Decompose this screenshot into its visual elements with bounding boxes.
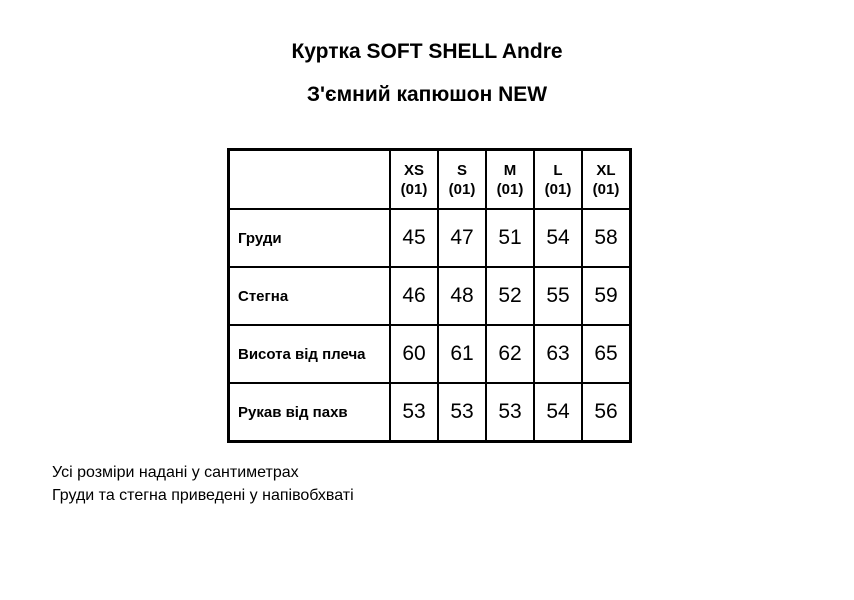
- page-title: Куртка SOFT SHELL Andre: [291, 40, 563, 63]
- table-cell: 62: [486, 325, 534, 383]
- size-header-m: [486, 150, 534, 210]
- table-cell: 53: [486, 383, 534, 442]
- table-row-shoulder-height: [229, 325, 631, 383]
- table-cell: 45: [390, 209, 438, 267]
- table-cell: 48: [438, 267, 486, 325]
- size-header-s: [438, 150, 486, 210]
- table-cell: 52: [486, 267, 534, 325]
- table-cell: 63: [534, 325, 582, 383]
- table-cell: 55: [534, 267, 582, 325]
- size-code: XS: [403, 161, 424, 179]
- table-cell: 56: [582, 383, 631, 442]
- table-row-hips: [229, 267, 631, 325]
- table-cell: 58: [582, 209, 631, 267]
- table-cell: 46: [390, 267, 438, 325]
- size-subcode: (01): [592, 180, 620, 198]
- note-units: Усі розміри надані у сантиметрах: [52, 464, 299, 481]
- size-header-xl: [582, 150, 631, 210]
- size-header-l: [534, 150, 582, 210]
- table-cell: 51: [486, 209, 534, 267]
- size-subcode: (01): [400, 180, 428, 198]
- size-subcode: (01): [448, 180, 476, 198]
- row-label: Висота від плеча: [229, 325, 391, 383]
- row-label: Рукав від пахв: [229, 383, 391, 442]
- table-row-sleeve: [229, 383, 631, 442]
- size-code: M: [503, 161, 517, 179]
- table-cell: 59: [582, 267, 631, 325]
- size-code: S: [456, 161, 467, 179]
- table-cell: 54: [534, 209, 582, 267]
- table-cell: 54: [534, 383, 582, 442]
- size-subcode: (01): [496, 180, 524, 198]
- size-subcode: (01): [544, 180, 572, 198]
- table-header-row: [229, 150, 631, 210]
- row-label: Стегна: [229, 267, 391, 325]
- table-row-chest: [229, 209, 631, 267]
- table-cell: 65: [582, 325, 631, 383]
- row-label: Груди: [229, 209, 391, 267]
- size-code: XL: [596, 161, 616, 179]
- table-cell: 47: [438, 209, 486, 267]
- table-cell: 53: [390, 383, 438, 442]
- table-cell: 53: [438, 383, 486, 442]
- page-subtitle: З'ємний капюшон NEW: [306, 83, 548, 106]
- note-half-girth: Груди та стегна приведені у напівобхваті: [52, 487, 354, 504]
- table-cell: 60: [390, 325, 438, 383]
- size-code: L: [553, 161, 563, 179]
- size-chart-table: [227, 148, 632, 443]
- table-cell: 61: [438, 325, 486, 383]
- table-corner-cell: [229, 150, 391, 210]
- size-header-xs: [390, 150, 438, 210]
